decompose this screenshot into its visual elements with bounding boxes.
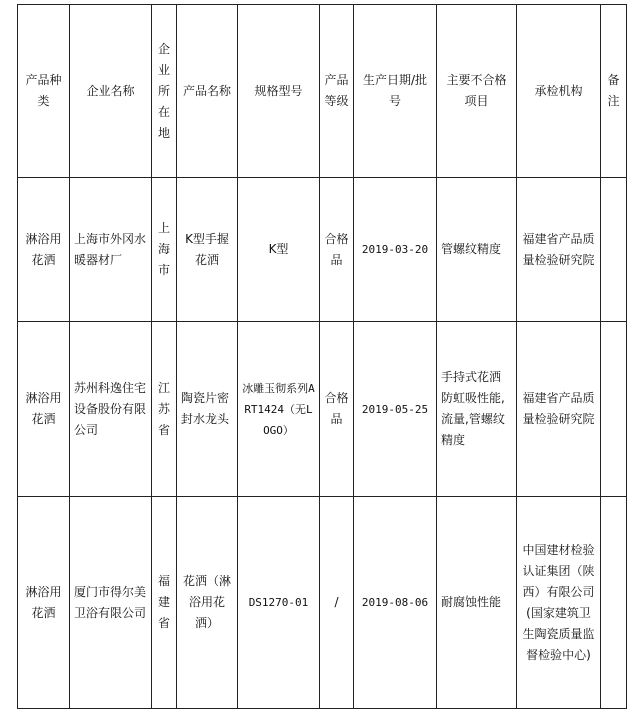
header-company: 企业名称	[70, 5, 152, 178]
cell-product: K型手握花洒	[177, 178, 238, 322]
header-inspector: 承检机构	[517, 5, 601, 178]
header-grade: 产品等级	[320, 5, 354, 178]
table-row	[18, 497, 627, 709]
cell-inspector: 福建省产品质量检验研究院	[517, 178, 601, 322]
cell-product: 花洒（淋浴用花洒）	[177, 497, 238, 709]
cell-category: 淋浴用花洒	[18, 322, 70, 497]
cell-company: 苏州科逸住宅设备股份有限公司	[70, 322, 152, 497]
cell-location: 福建省	[152, 497, 177, 709]
cell-grade: 合格品	[320, 178, 354, 322]
header-date: 生产日期/批号	[354, 5, 437, 178]
inspection-table	[17, 4, 627, 709]
cell-defects: 耐腐蚀性能	[437, 497, 517, 709]
header-row	[18, 5, 627, 178]
header-product: 产品名称	[177, 5, 238, 178]
cell-product: 陶瓷片密封水龙头	[177, 322, 238, 497]
cell-remark	[601, 497, 627, 709]
header-location: 企业所在地	[152, 5, 177, 178]
cell-defects: 管螺纹精度	[437, 178, 517, 322]
table-row	[18, 322, 627, 497]
cell-remark	[601, 178, 627, 322]
cell-model: K型	[238, 178, 320, 322]
cell-date: 2019-03-20	[354, 178, 437, 322]
cell-location: 江苏省	[152, 322, 177, 497]
cell-grade: 合格品	[320, 322, 354, 497]
cell-model: 冰雕玉彻系列ART1424（无LOGO）	[238, 322, 320, 497]
cell-defects: 手持式花洒防虹吸性能,流量,管螺纹精度	[437, 322, 517, 497]
table-row	[18, 178, 627, 322]
cell-date: 2019-08-06	[354, 497, 437, 709]
cell-location: 上海市	[152, 178, 177, 322]
cell-inspector: 福建省产品质量检验研究院	[517, 322, 601, 497]
header-remark: 备注	[601, 5, 627, 178]
cell-category: 淋浴用花洒	[18, 178, 70, 322]
cell-category: 淋浴用花洒	[18, 497, 70, 709]
cell-model: DS1270-01	[238, 497, 320, 709]
header-defects: 主要不合格项目	[437, 5, 517, 178]
cell-remark	[601, 322, 627, 497]
cell-company: 厦门市得尔美卫浴有限公司	[70, 497, 152, 709]
cell-date: 2019-05-25	[354, 322, 437, 497]
cell-inspector: 中国建材检验认证集团（陕西）有限公司(国家建筑卫生陶瓷质量监督检验中心)	[517, 497, 601, 709]
cell-grade: /	[320, 497, 354, 709]
header-model: 规格型号	[238, 5, 320, 178]
header-category: 产品种类	[18, 5, 70, 178]
cell-company: 上海市外冈水暖器材厂	[70, 178, 152, 322]
